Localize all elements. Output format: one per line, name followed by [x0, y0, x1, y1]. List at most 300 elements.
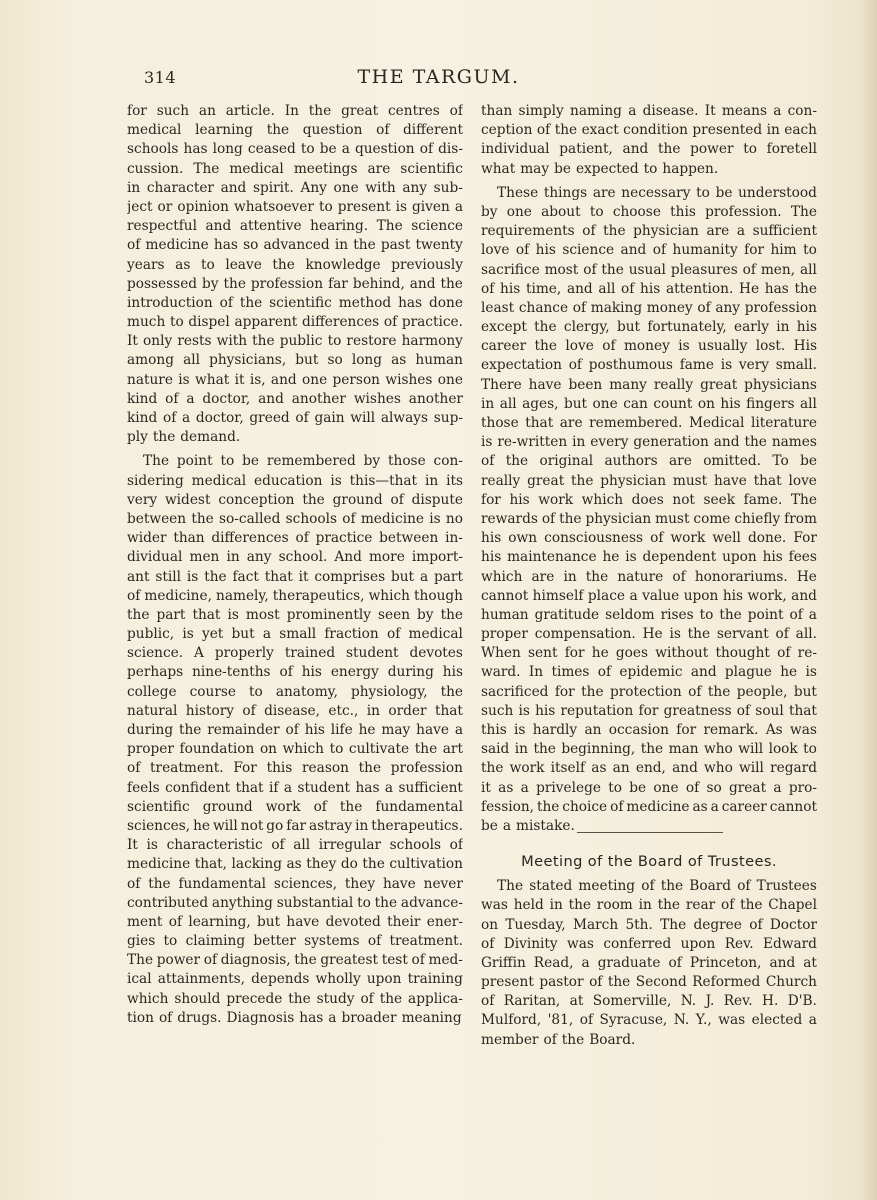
text-line: [481, 587, 817, 606]
word: most: [245, 606, 280, 623]
word: remainder: [207, 722, 280, 738]
word: and: [690, 664, 717, 681]
word: a: [341, 141, 350, 158]
word: hardly: [532, 722, 578, 738]
word: nature: [617, 568, 664, 585]
word: choose: [612, 203, 661, 220]
word: another: [291, 390, 346, 407]
word: medical: [408, 626, 463, 643]
section-divider: [577, 832, 723, 833]
word: ages,: [522, 395, 559, 412]
word: but: [295, 352, 319, 369]
word: the: [561, 1031, 585, 1048]
word: remembered.: [589, 415, 683, 431]
word: a: [502, 817, 512, 834]
word: the: [534, 338, 557, 355]
word: great: [700, 376, 738, 393]
word: reputation: [560, 702, 634, 719]
right-column: [481, 102, 817, 1050]
word: every: [590, 434, 629, 451]
text-line: [481, 877, 817, 896]
word: greatest: [320, 952, 379, 969]
word: student: [346, 645, 399, 662]
word: a: [773, 779, 782, 796]
word: conception: [218, 491, 295, 508]
word: doctor,: [195, 410, 244, 426]
word: rises: [660, 606, 694, 623]
word: omitted.: [703, 453, 761, 470]
word: It: [127, 837, 138, 854]
word: of: [367, 933, 382, 950]
text-line: [127, 702, 463, 721]
word: for: [744, 242, 765, 259]
word: that: [753, 472, 782, 489]
word: career: [721, 798, 767, 815]
text-line: [481, 1031, 817, 1050]
text-line: [481, 452, 817, 471]
word: and: [620, 242, 647, 259]
word: cultivation: [389, 856, 463, 873]
word: the: [440, 275, 463, 292]
word: of: [775, 626, 789, 643]
word: energy: [330, 664, 379, 681]
word: all: [183, 352, 200, 369]
word: work: [670, 530, 706, 547]
word: the: [374, 894, 398, 911]
word: rear: [685, 897, 716, 914]
word: question: [302, 122, 363, 139]
word: done.: [748, 530, 787, 547]
word: in: [766, 122, 780, 139]
word: the: [744, 434, 767, 451]
word: diagnosis,: [220, 952, 291, 969]
word: widest: [164, 491, 211, 508]
word: trained: [284, 645, 336, 662]
page-number: 314: [144, 68, 177, 87]
word: occasion: [608, 722, 669, 738]
word: respectful: [127, 218, 197, 235]
word: Read,: [533, 954, 574, 971]
word: have: [382, 875, 416, 892]
word: far: [286, 817, 307, 834]
word: well: [712, 530, 741, 547]
word: elected: [751, 1012, 803, 1029]
text-line: [481, 121, 817, 140]
word: When: [481, 645, 521, 662]
text-line: [481, 606, 817, 625]
word: profession: [744, 299, 817, 316]
word: that: [235, 779, 264, 796]
word: and: [205, 218, 232, 235]
word: an: [612, 760, 630, 777]
word: fame: [679, 357, 714, 374]
word: was: [481, 897, 508, 914]
right-column-body: [481, 102, 817, 836]
text-line: [127, 371, 463, 390]
word: of: [481, 280, 495, 297]
word: confident: [165, 779, 231, 796]
word: person: [332, 371, 381, 388]
word: wishes: [385, 371, 433, 388]
word: sacrifice: [481, 261, 540, 278]
word: of: [650, 530, 664, 547]
word: the: [294, 952, 317, 969]
text-line: [481, 702, 817, 721]
word: and: [713, 434, 740, 451]
word: physiology,: [350, 683, 428, 700]
word: all: [598, 280, 616, 297]
word: on: [481, 916, 499, 933]
word: perhaps: [127, 664, 184, 681]
word: import-: [411, 549, 463, 566]
word: A: [194, 645, 204, 662]
word: science: [411, 218, 463, 235]
word: individual: [481, 141, 550, 158]
word: ply: [127, 429, 148, 446]
word: can: [623, 395, 648, 412]
text-line: [127, 644, 463, 663]
word: career: [481, 338, 527, 355]
word: has: [299, 1009, 324, 1026]
word: to: [300, 141, 315, 158]
word: to: [169, 314, 184, 331]
word: restore: [346, 333, 397, 350]
word: and: [672, 760, 698, 777]
text-line: [481, 1011, 817, 1030]
word: for: [554, 683, 575, 700]
word: of: [203, 952, 218, 969]
paragraph: [481, 102, 817, 179]
paragraph: [127, 452, 463, 1028]
word: will: [350, 410, 376, 426]
word: past: [380, 237, 411, 254]
word: Somerville,: [592, 993, 672, 1010]
word: behind,: [352, 275, 405, 292]
word: gies: [127, 933, 156, 950]
word: between: [127, 510, 187, 527]
word: original: [539, 453, 594, 470]
word: protection: [609, 683, 682, 700]
text-line: [481, 222, 817, 241]
text-line: [127, 798, 463, 817]
word: rests: [177, 333, 212, 350]
text-line: [481, 203, 817, 222]
word: fundamental: [178, 875, 267, 892]
word: gain: [314, 410, 345, 426]
text-line: [127, 510, 463, 529]
word: except: [481, 319, 527, 336]
word: for: [638, 702, 659, 719]
word: sciences,: [127, 817, 191, 834]
text-line: [127, 836, 463, 855]
text-line: [127, 256, 463, 275]
word: with: [216, 333, 248, 350]
text-line: [481, 625, 817, 644]
word: love: [565, 338, 594, 355]
word: of: [597, 664, 612, 681]
word: is: [429, 510, 441, 527]
word: come: [693, 510, 731, 527]
text-line: [481, 973, 817, 992]
word: requirements: [481, 223, 575, 240]
word: medical: [229, 160, 284, 177]
text-line: [481, 916, 817, 935]
word: of: [515, 242, 530, 259]
word: article.: [225, 103, 275, 119]
word: usual: [628, 261, 666, 278]
word: of: [165, 390, 179, 407]
word: compensation.: [534, 626, 636, 643]
text-line: [127, 294, 463, 313]
word: one: [506, 203, 532, 220]
word: his: [762, 549, 783, 566]
word: one: [302, 371, 328, 388]
word: no: [445, 510, 463, 527]
word: never: [423, 875, 463, 892]
word: work,: [747, 587, 787, 604]
word: of: [697, 299, 711, 316]
word: of: [360, 990, 374, 1007]
text-line: [127, 855, 463, 874]
word: what: [481, 160, 516, 177]
word: The: [127, 952, 154, 969]
word: of: [411, 952, 425, 969]
text-line: [127, 606, 463, 625]
word: dispute: [411, 491, 463, 508]
word: therapeutics,: [272, 587, 365, 604]
word: have: [416, 722, 449, 738]
word: the: [719, 606, 742, 623]
word: spirit.: [252, 179, 294, 196]
word: his: [535, 242, 556, 259]
text-line: [481, 299, 817, 318]
text-line: [127, 428, 463, 447]
text-line: [481, 896, 817, 915]
word: fession,: [481, 798, 534, 815]
word: In: [284, 103, 299, 119]
word: is: [146, 837, 158, 854]
word: will: [212, 817, 238, 834]
word: is: [720, 357, 733, 374]
word: physician: [600, 472, 667, 489]
word: proper: [481, 626, 528, 643]
word: introduction: [127, 294, 213, 311]
word: room: [596, 897, 633, 914]
word: sufficient: [398, 779, 463, 796]
word: are: [592, 184, 616, 201]
word: sufficient: [752, 223, 817, 240]
word: of: [602, 338, 616, 355]
word: of: [742, 261, 756, 278]
word: life: [330, 722, 353, 738]
word: privelege: [536, 779, 601, 796]
word: in: [514, 741, 528, 758]
word: though: [414, 587, 463, 604]
word: For: [793, 530, 817, 547]
word: fingers: [746, 395, 795, 412]
word: human: [415, 352, 463, 369]
text-line: [481, 683, 817, 702]
word: '81,: [547, 1012, 574, 1029]
word: the: [440, 606, 463, 623]
word: stated: [529, 878, 573, 895]
word: Chapel: [768, 897, 817, 914]
text-line: [127, 548, 463, 567]
word: money: [646, 299, 693, 316]
word: broader: [341, 1009, 397, 1026]
word: sub-: [433, 179, 463, 196]
word: exact: [581, 122, 619, 139]
section-heading: Meeting of the Board of Trustees.: [521, 853, 777, 871]
word: science.: [127, 645, 184, 662]
word: which: [481, 568, 523, 585]
word: natural: [127, 702, 178, 719]
word: a: [628, 103, 637, 119]
word: an: [198, 103, 216, 119]
word: of: [541, 510, 556, 527]
word: medical: [191, 472, 247, 489]
word: what: [195, 371, 230, 388]
word: a: [773, 103, 782, 119]
word: in: [226, 549, 240, 566]
word: ceased: [247, 141, 296, 158]
word: learning,: [188, 913, 251, 930]
word: is: [395, 198, 407, 215]
word: by: [363, 453, 381, 470]
word: scientific: [127, 798, 190, 815]
word: of: [279, 664, 293, 681]
word: the: [707, 683, 731, 700]
word: differences: [211, 530, 289, 547]
word: Board.: [589, 1031, 636, 1048]
word: the: [568, 897, 591, 914]
word: of: [162, 410, 177, 426]
text-line: [481, 160, 817, 179]
text-line: [481, 376, 817, 395]
word: making: [590, 299, 643, 316]
word: As: [765, 722, 783, 738]
word: of: [295, 410, 309, 426]
text-line: [481, 280, 817, 299]
word: attentive: [239, 218, 302, 235]
word: that: [192, 606, 221, 623]
word: in: [355, 817, 369, 834]
word: of: [449, 103, 463, 119]
word: public: [279, 333, 323, 350]
word: long: [212, 141, 243, 158]
text-line: [481, 548, 817, 567]
word: all: [799, 261, 817, 278]
word: greatness: [663, 702, 732, 719]
word: at: [803, 954, 817, 971]
word: question: [354, 141, 415, 158]
page-edge: [859, 0, 877, 1200]
word: very: [127, 491, 158, 508]
word: naming: [570, 103, 622, 119]
word: has: [183, 141, 208, 158]
word: does: [631, 491, 664, 508]
word: held: [513, 897, 544, 914]
word: but: [390, 568, 415, 585]
word: dividual: [127, 549, 183, 566]
word: of: [579, 1012, 594, 1029]
word: Edward: [763, 935, 817, 952]
word: be: [800, 453, 817, 470]
word: his: [722, 587, 744, 604]
word: each: [784, 122, 817, 139]
word: an: [584, 722, 602, 738]
word: of: [543, 1031, 557, 1048]
running-head: THE TARGUM.: [357, 66, 520, 88]
word: the: [660, 878, 684, 895]
word: of: [749, 916, 763, 933]
word: are: [706, 223, 730, 240]
word: so: [327, 352, 343, 369]
word: one: [653, 779, 679, 796]
word: as: [391, 352, 407, 369]
word: of: [777, 645, 791, 662]
word: advance-: [400, 894, 463, 911]
word: and: [270, 371, 297, 388]
text-line: [127, 587, 463, 606]
word: place: [587, 587, 625, 604]
word: which: [127, 990, 169, 1007]
word: harmony: [401, 333, 463, 350]
word: means: [721, 103, 767, 119]
word: to: [329, 741, 344, 758]
word: may: [520, 160, 550, 177]
word: Syracuse,: [599, 1012, 668, 1029]
word: of: [481, 453, 495, 470]
word: point: [747, 606, 784, 623]
word: lost.: [755, 338, 786, 355]
word: they: [306, 856, 337, 873]
word: depends: [251, 971, 310, 988]
word: look: [768, 741, 798, 758]
word: to: [249, 683, 263, 700]
word: and: [409, 275, 436, 292]
text-line: [127, 140, 463, 159]
word: the: [353, 237, 376, 254]
word: people,: [736, 683, 788, 700]
word: they: [344, 875, 376, 892]
word: things: [543, 184, 588, 201]
text-line: [127, 740, 463, 759]
word: etc.,: [328, 702, 359, 719]
word: the: [288, 990, 311, 1007]
word: the: [505, 453, 529, 470]
word: the: [559, 510, 582, 527]
text-line: [481, 433, 817, 452]
text-line: [127, 160, 463, 179]
word: generation: [633, 434, 709, 451]
word: the: [272, 256, 295, 273]
text-line: [481, 740, 817, 759]
word: to: [589, 203, 604, 220]
word: men: [189, 549, 220, 566]
word: profession: [250, 275, 324, 292]
word: ward.: [481, 664, 521, 681]
word: in: [638, 897, 652, 914]
word: scientific: [400, 160, 463, 177]
word: his: [442, 664, 463, 681]
word: all: [293, 837, 311, 854]
word: which: [282, 741, 324, 758]
word: years: [127, 256, 165, 273]
word: Second: [635, 974, 687, 991]
word: his: [481, 549, 502, 566]
word: Divinity: [503, 935, 558, 952]
